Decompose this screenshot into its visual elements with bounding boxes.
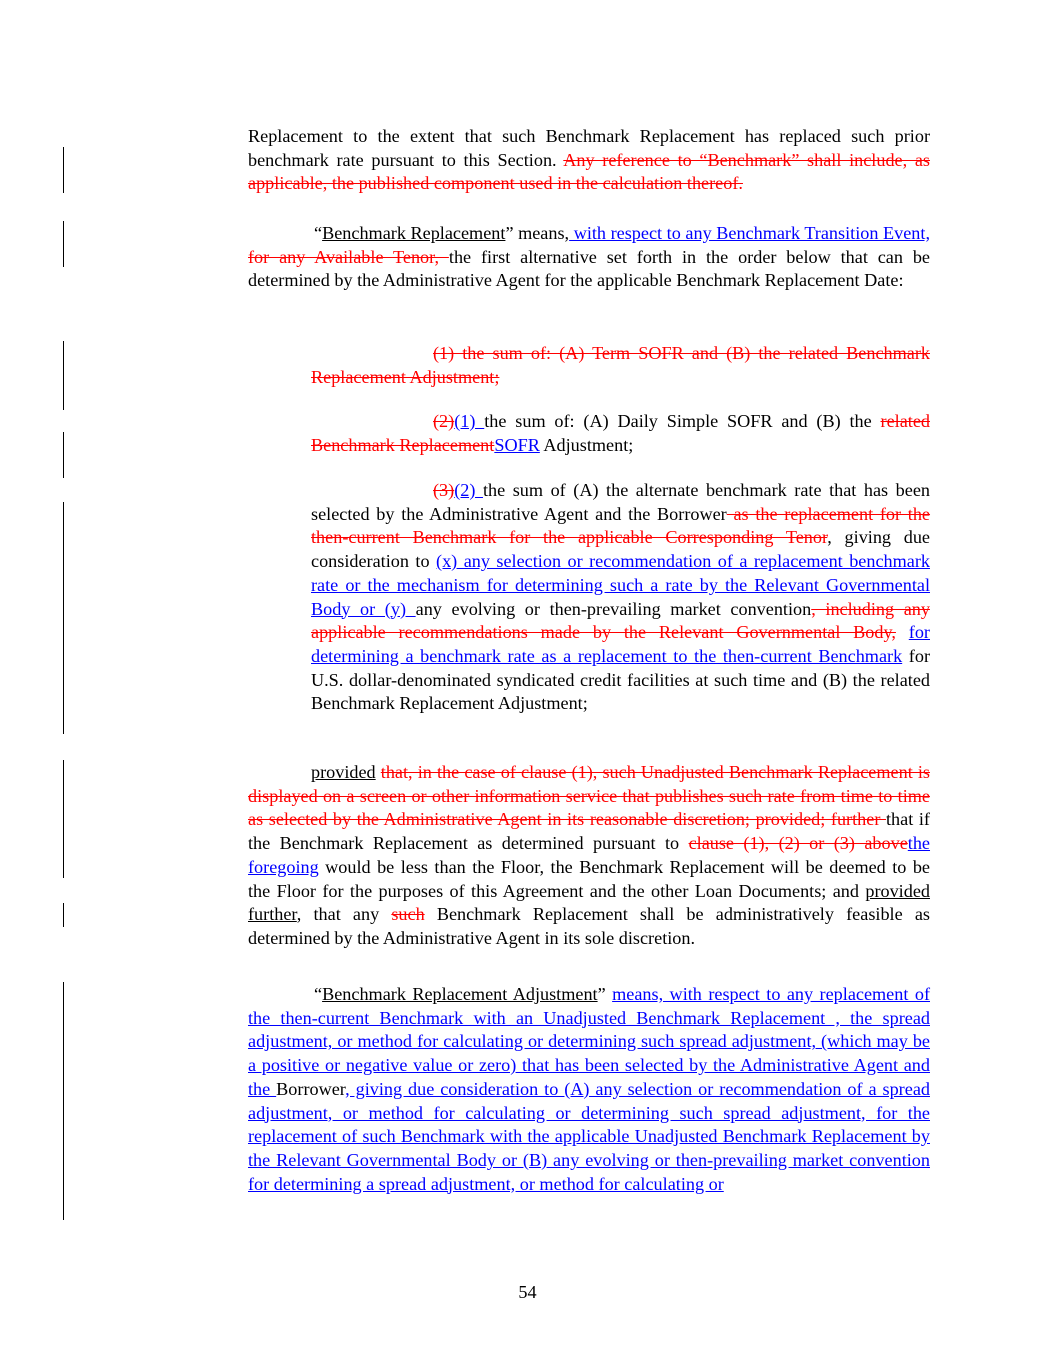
inserted-text: (2) — [454, 480, 483, 500]
inserted-text: for determining a benchmark rate as a replacement to the then-current Benchmark — [311, 622, 930, 666]
body-text: that if the Benchmark Replacement as determined pursuant to — [248, 809, 930, 854]
change-bar — [63, 147, 64, 193]
inserted-text: means, with respect to any replacement of the then-current Benchmark with an Unadjusted Benchmark Replacement , the spread adjustment, or method for calculating or determining such spread adjustment, (which may be a positive or negative value or zero) that has been selected by the Administrative Agent and the — [248, 984, 930, 1099]
definition-benchmark-replacement-adjustment: “Benchmark Replacement Adjustment” means, with respect to any replacement of the then-current Benchmark with an Unadjusted Benchmark Replacement , the spread adjustment, or method for calculating or determining such spread adjustment, (which may be a positive or negative value or zero) that has been selected by the Administrative Agent and the Borrower, giving due consideration to (A) any selection or recommendation of a spread adjustment, or method for calculating or determining such spread adjustment, for the replacement of such Benchmark with the applicable Unadjusted Benchmark Replacement by the Relevant Governmental Body or (B) any evolving or then-prevailing market convention for determining a spread adjustment, or method for calculating or — [248, 984, 930, 1194]
inserted-text: (1) — [454, 411, 485, 431]
change-bar — [63, 502, 64, 734]
deleted-text: such — [391, 904, 425, 925]
change-bar — [63, 221, 64, 267]
change-bar — [63, 903, 64, 927]
inserted-text: , giving due consideration to (A) any selection or recommendation of a spread adjustment, or method for calculating or determining such spread adjustment, for the replacement of such Benchmark with the applicable Unadjusted Benchmark Replacement by the Relevant Governmental Body or (B) any evolving or then-prevailing market convention — [248, 1078, 930, 1170]
inserted-text: (x) any selection or recommendation of a replacement benchmark rate or the mechanism for determining such a rate by the Relevant Governmental Body or (y) — [311, 551, 930, 619]
inserted-text: the foregoing — [248, 833, 931, 877]
clause-alternate-benchmark: (3)(2) the sum of (A) the alternate benchmark rate that has been selected by the Administrative Agent and the Borrower as the replacement for the then-current Benchmark for the applicable Corresponding Tenor, giving due consideration to (x) any selection or recommendation of a replacement benchmark rate or the mechanism for determining such a rate by the Relevant Governmental Body or (y) any evolving or then-prevailing market convention, including any applicable recommendations made by the Relevant Governmental Body, for determining a benchmark rate as a replacement to the then-current Benchmark for U.S. dollar-denominated syndicated credit facilities at such time and (B) the related Benchmark Replacement Adjustment; — [311, 480, 931, 714]
deleted-text: (3) — [433, 480, 455, 500]
inserted-text: with respect to any Benchmark Transition Event, — [569, 223, 930, 243]
deleted-text: related Benchmark Replacement — [311, 411, 930, 455]
defined-term: Benchmark Replacement Adjustment — [322, 984, 598, 1004]
definition-benchmark-replacement: “Benchmark Replacement” means, with respect to any Benchmark Transition Event, for any Available Tenor, the first alternative set forth in the order below that can be determined by the Administrative Agent for the applicable Benchmark Replacement Date: — [248, 223, 930, 291]
body-text: Replacement to the extent that such Benchmark Replacement has replaced such prior benchmark rate pursuant to this Section. — [248, 126, 930, 170]
change-bar — [63, 760, 64, 878]
defined-term: Benchmark Replacement — [322, 223, 506, 243]
clause-daily-simple-sofr: (2)(1) the sum of: (A) Daily Simple SOFR and (B) the related Benchmark ReplacementSOFR Adjustment; — [311, 411, 930, 455]
inserted-text: SOFR — [494, 434, 540, 455]
body-text: Borrower — [276, 1078, 346, 1099]
deleted-text: that, in the case of clause (1), such Unadjusted Benchmark Replacement is displayed on a screen or other information service that publishes such rate from time to time as selected by the Administrative Agent in its reasonable discretion; provided; further — [248, 762, 930, 830]
body-text: the first alternative set forth in the order below that can be determined by the Administrative Agent for the applicable Benchmark Replacement Date: — [248, 246, 930, 291]
clause-1-deleted — [311, 342, 930, 389]
body-text: the sum of (A) the alternate benchmark rate that has been selected by the Administrative Agent and the Borrower — [311, 480, 930, 524]
deleted-text: , including any applicable recommendations made by the Relevant Governmental Body, — [311, 598, 930, 643]
deleted-text: as the replacement for the then-current Benchmark for the applicable Corresponding Tenor — [311, 503, 931, 548]
provided-paragraph: provided that, in the case of clause (1), such Unadjusted Benchmark Replacement is displayed on a screen or other information service that publishes such rate from time to time as selected by the Administrative Agent in its reasonable discretion; provided; further that if the Benchmark Replacement as determined pursuant to clause (1), (2) or (3) abovethe foregoing would be less than the Floor, the Benchmark Replacement will be deemed to be the Floor for the purposes of this Agreement and the other Loan Documents; and provided further, that any such Benchmark Replacement shall be administratively feasible as determined by the Administrative Agent in its sole discretion. — [248, 762, 931, 948]
deleted-text: clause (1), (2) or (3) above — [688, 833, 908, 854]
deleted-text: (2) — [433, 411, 455, 431]
deleted-text: (1) the sum of: (A) Term SOFR and (B) the related Benchmark Replacement Adjustment; — [311, 343, 930, 387]
change-bar — [63, 432, 64, 478]
inserted-text: for determining a spread adjustment, or method for calculating or — [248, 1173, 724, 1194]
page-number: 54 — [518, 1282, 537, 1302]
paragraph-continuation — [248, 125, 930, 196]
deleted-text: Any reference to “Benchmark” shall include, as applicable, the published component used in the calculation thereof. — [248, 149, 930, 194]
deleted-text: for any Available Tenor, — [248, 246, 449, 267]
change-bar — [63, 341, 64, 410]
body-text: the sum of: (A) Daily Simple SOFR and (B) the — [484, 411, 881, 431]
change-bar — [63, 982, 64, 1220]
